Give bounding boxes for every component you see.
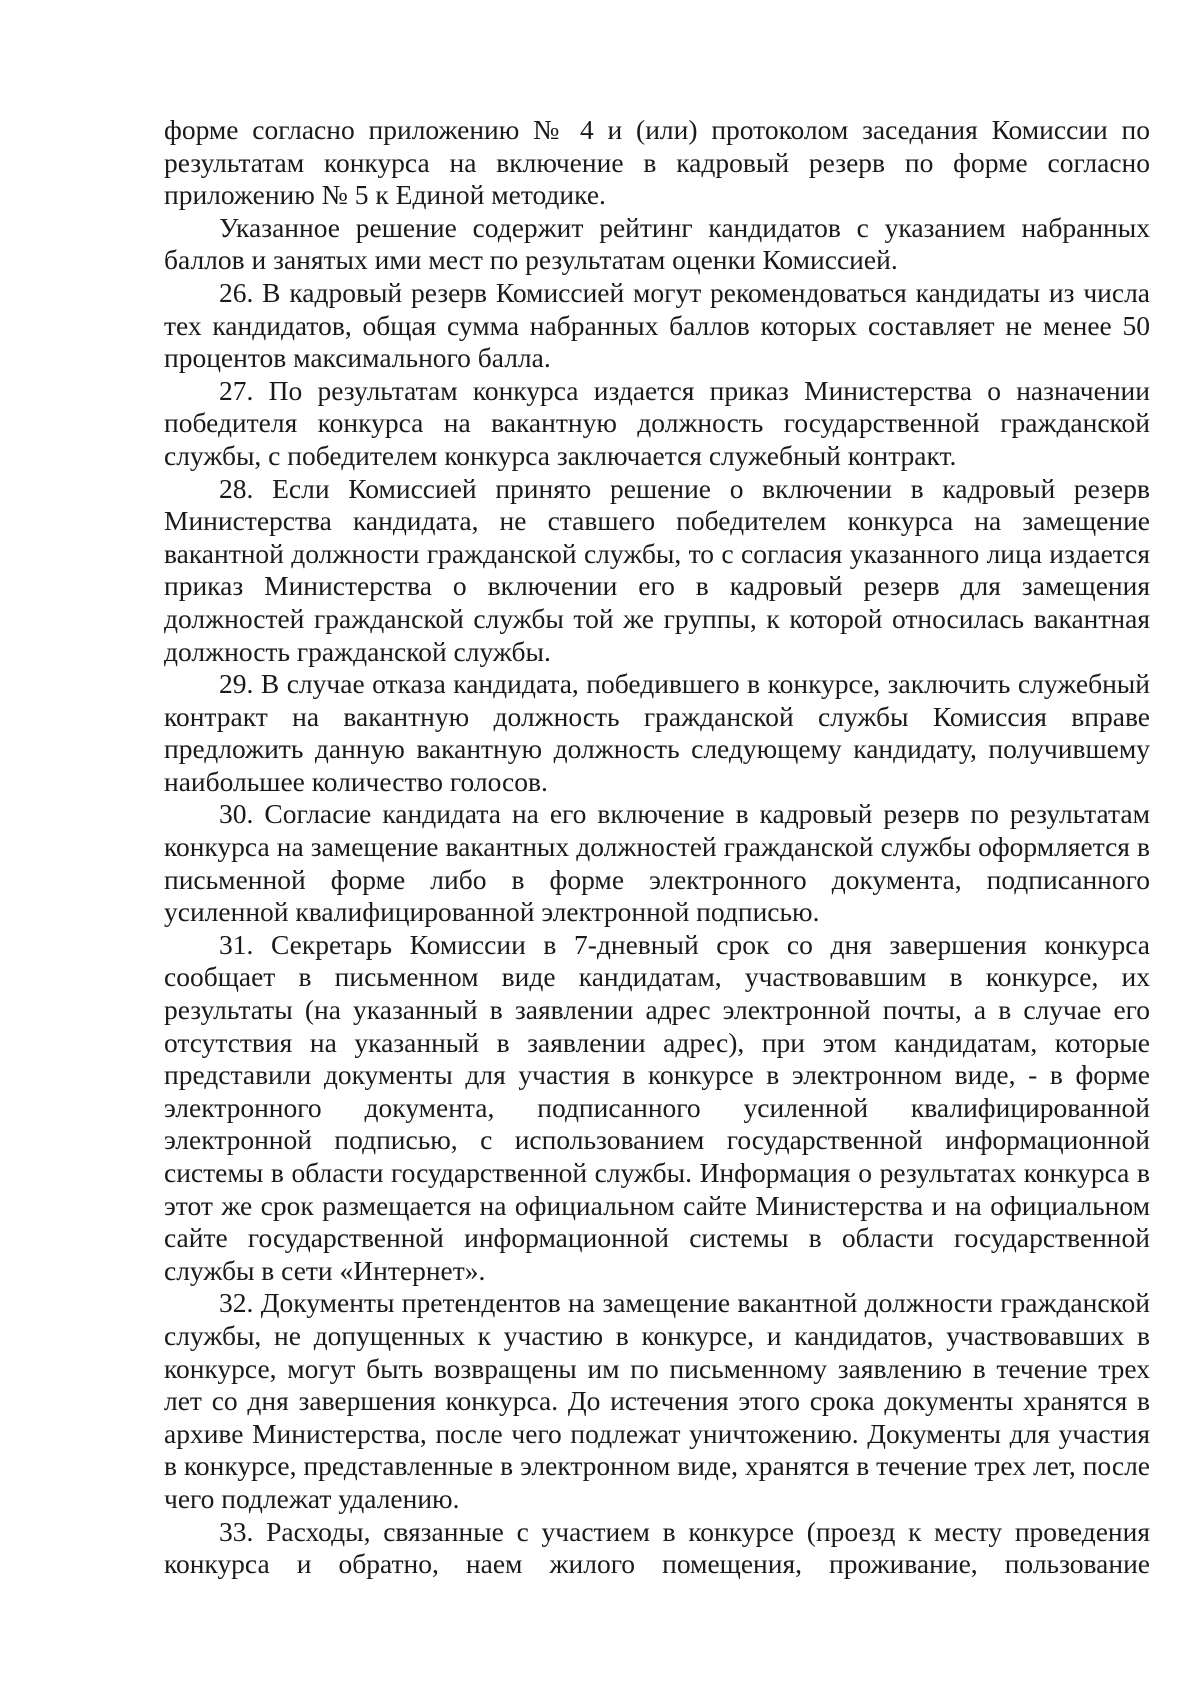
paragraph-32: 32. Документы претендентов на замещение вакантной должности гражданской службы, не допущенных к участию в конкурсе, и кандидатов, участвовавших в конкурсе, могут быть возвращены им по письменному заявлению в течение трех лет со дня завершения конкурса. До истечения этого срока документы хранятся в архиве Министерства, после чего подлежат уничтожению. Документы для участия в конкурсе, представленные в электронном виде, хранятся в течение трех лет, после чего подлежат удалению. [164,1287,1150,1514]
paragraph-26: 26. В кадровый резерв Комиссией могут рекомендоваться кандидаты из числа тех кандидатов, общая сумма набранных баллов которых составляет не менее 50 процентов максимального балла. [164,276,1150,374]
paragraph-27: 27. По результатам конкурса издается приказ Министерства о назначении победителя конкурса на вакантную должность государственной гражданской службы, с победителем конкурса заключается служебный контракт. [164,374,1150,471]
paragraph-33: 33. Расходы, связанные с участием в конкурсе (проезд к месту проведения конкурса и обратно, наем жилого помещения, проживание, пользование [164,1515,1150,1580]
document-body [164,114,1150,1581]
paragraph-29: 29. В случае отказа кандидата, победившего в конкурсе, заключить служебный контракт на вакантную должность гражданской службы Комиссия вправе предложить данную вакантную должность следующему кандидату, получившему наибольшее количество голосов. [164,668,1150,797]
paragraph-continuation: форме согласно приложению № 4 и (или) протоколом заседания Комиссии по результатам конкурса на включение в кадровый резерв по форме согласно приложению № 5 к Единой методике. [164,114,1150,211]
paragraph-rating-note: Указанное решение содержит рейтинг кандидатов с указанием набранных баллов и занятых ими мест по результатам оценки Комиссией. [164,211,1150,276]
paragraph-28: 28. Если Комиссией принято решение о включении в кадровый резерв Министерства кандидата, не ставшего победителем конкурса на замещение вакантной должности гражданской службы, то с согласия указанного лица издается приказ Министерства о включении его в кадровый резерв для замещения должностей гражданской службы той же группы, к которой относилась вакантная должность гражданской службы. [164,472,1150,667]
paragraph-30: 30. Согласие кандидата на его включение в кадровый резерв по результатам конкурса на замещение вакантных должностей гражданской службы оформляется в письменной форме либо в форме электронного документа, подписанного усиленной квалифицированной электронной подписью. [164,798,1150,928]
paragraph-31: 31. Секретарь Комиссии в 7-дневный срок со дня завершения конкурса сообщает в письменном виде кандидатам, участвовавшим в конкурсе, их результаты (на указанный в заявлении адрес электронной почты, а в случае его отсутствия на указанный в заявлении адрес), при этом кандидатам, которые представили документы для участия в конкурсе в электронном виде, - в форме электронного документа, подписанного усиленной квалифицированной электронной подписью, с использованием государственной информационной системы в области государственной службы. Информация о результатах конкурса в этот же срок размещается на официальном сайте Министерства и на официальном сайте государственной информационной системы в области государственной службы в сети «Интернет». [164,928,1150,1286]
